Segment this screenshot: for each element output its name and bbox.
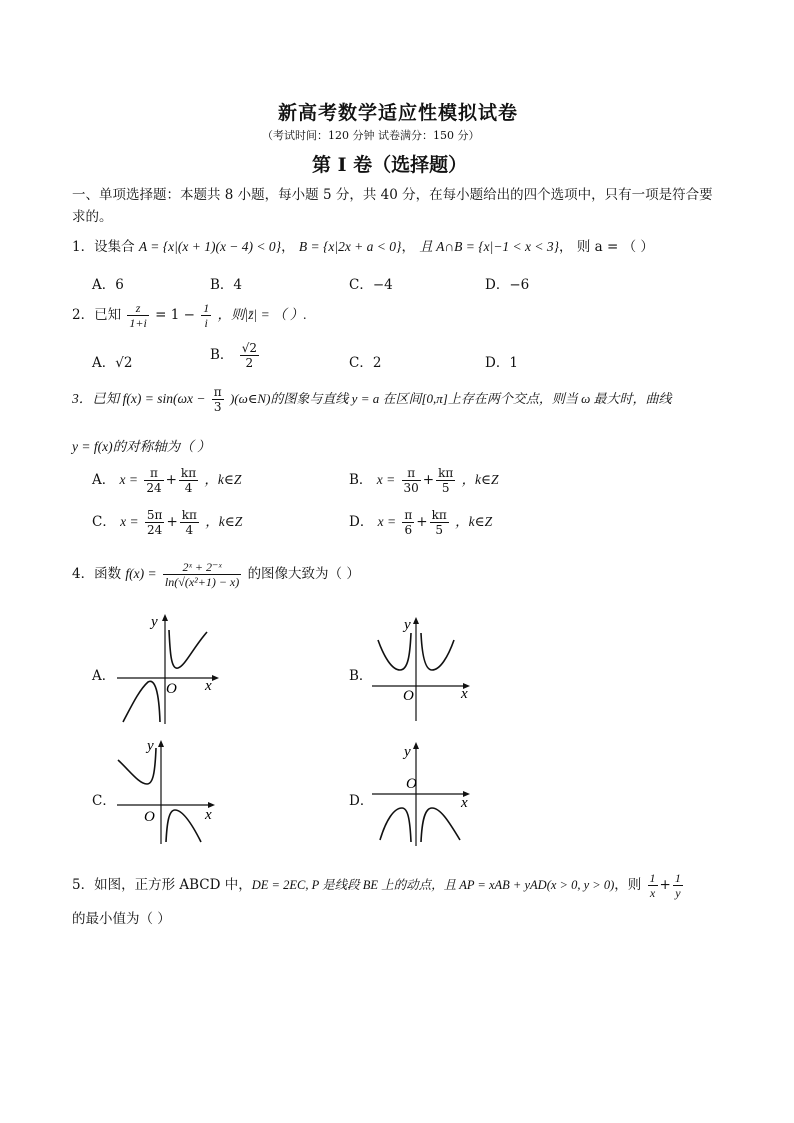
q1-option-d: D．−6	[485, 277, 530, 293]
q4-num: 2ˣ + 2⁻ˣ	[163, 560, 241, 575]
graph-b-curve-right	[421, 633, 454, 670]
q2-frac1-num: z	[127, 301, 148, 316]
question-3-line-2: y = f(x)的对称轴为（ ）	[72, 439, 211, 454]
q2-fraction-1	[127, 301, 148, 330]
q4-graph-c	[115, 738, 225, 848]
q5-d2: y	[675, 886, 681, 900]
q3-b-plus: +	[422, 472, 435, 488]
question-3-line-1	[72, 385, 672, 414]
graph-c-curve-right	[166, 810, 201, 842]
q5-frac-2	[673, 871, 683, 900]
q2-option-d: D．1	[485, 355, 518, 371]
q3-b-n2: kπ	[438, 466, 454, 480]
q3-c-tail: ，k∈Z	[205, 514, 243, 529]
question-4	[72, 560, 360, 589]
q2-pre: 2．已知	[72, 307, 122, 323]
q2-fraction-2	[201, 301, 211, 330]
instructions-line-1: 一、单项选择题：本题共 8 小题，每小题 5 分，共 40 分，在每小题给出的四个选项中，只有一项是符合要	[72, 187, 713, 203]
q3-c-plus: +	[166, 514, 178, 530]
graph-b-curve-left	[378, 633, 411, 670]
q3-a-n2: kπ	[180, 466, 197, 480]
q3-option-a-label: A．	[92, 472, 116, 488]
q3-option-d-frac2	[430, 508, 449, 537]
section-title: 第 I 卷（选择题）	[312, 154, 468, 176]
q3-option-a-eq: x =	[119, 472, 139, 487]
q3-option-c-frac2	[180, 508, 199, 537]
q2-ask: ，则|z̄| = （ ）.	[217, 307, 307, 322]
q3-b-d1: 30	[403, 481, 419, 495]
graph-c-y-label: y	[147, 738, 154, 754]
q4-pre: 4．函数	[72, 566, 122, 582]
q3-d-d2: 5	[435, 523, 444, 537]
graph-b-y-arrow	[413, 617, 419, 624]
q3-line1-post: )(ω∈N)的图象与直线 y = a 在区间[0,π]上存在两个交点，则当 ω 最大时，曲线	[229, 391, 672, 406]
q2-option-b-den: 2	[245, 356, 254, 370]
graph-a-origin: O	[166, 681, 177, 697]
graph-d-curve-left	[380, 808, 411, 842]
q3-a-tail: ，k∈Z	[204, 472, 242, 487]
q4-fx: f(x) =	[125, 566, 157, 581]
q1-number: 1．设集合	[72, 239, 135, 255]
question-5-line-1: 5．如图，正方形 ABCD 中，DE = 2EC, P 是线段 BE 上的动点，且 AP = xAB + yAD(x > 0, y > 0)，则 $\frac{1}{x}$ + $\frac{1}{y}$	[72, 871, 681, 900]
q3-option-a-frac2	[179, 466, 198, 495]
q1-set-b: B = {x|2x + a < 0}	[298, 239, 402, 254]
q5-n2: 1	[674, 871, 681, 885]
q3-option-b-frac1	[402, 466, 421, 495]
q3-b-d2: 5	[441, 481, 450, 495]
q3-a-d2: 4	[184, 481, 193, 495]
q5-line1-pre: 5．如图，正方形 ABCD 中，	[72, 877, 252, 893]
q3-pi-fraction	[212, 385, 224, 414]
graph-c-x-label: x	[205, 807, 212, 823]
q3-pi-den: 3	[213, 400, 222, 414]
graph-b-origin: O	[403, 688, 414, 704]
graph-d-x-label: x	[461, 795, 468, 811]
graph-a-y-label: y	[151, 614, 158, 630]
q3-option-d-eq: x =	[377, 514, 397, 529]
q4-graph-d-label: D．	[349, 793, 374, 809]
q4-den: ln(√(x²+1) − x)	[164, 575, 240, 589]
q3-option-c-label: C．	[92, 514, 116, 530]
q5-n1: 1	[649, 871, 656, 885]
graph-d-origin: O	[406, 776, 417, 792]
q2-option-b-num: √2	[241, 341, 257, 355]
q3-option-a-frac1	[144, 466, 163, 495]
q2-frac1-den: 1+i	[129, 316, 147, 330]
q4-graph-b	[370, 615, 480, 725]
q2-frac2-num: 1	[203, 301, 210, 315]
q3-option-b	[349, 466, 499, 495]
graph-d-y-label: y	[404, 744, 411, 760]
q2-option-b	[210, 341, 261, 370]
q4-graph-c-label: C．	[92, 793, 116, 809]
q1-option-a: A．6	[92, 277, 124, 293]
question-5-line-2: 的最小值为（ ）	[72, 911, 171, 927]
q3-a-n1: π	[144, 466, 163, 481]
q2-option-a: A．√2	[92, 355, 133, 371]
graph-a-curve-right	[169, 630, 207, 668]
graph-a-x-label: x	[205, 678, 212, 694]
q1-condition: 且 A∩B = {x|−1 < x < 3}	[419, 239, 560, 254]
graph-a-curve-left	[123, 681, 160, 722]
instructions-line-2: 求的。	[72, 209, 113, 225]
q3-c-d2: 4	[185, 523, 194, 537]
graph-a-y-arrow	[162, 614, 168, 621]
graph-d-y-arrow	[413, 742, 419, 749]
q3-a-plus: +	[165, 472, 177, 488]
q4-graph-a	[115, 612, 225, 727]
q3-option-b-frac2	[436, 466, 455, 495]
q2-mid: = 1 −	[155, 307, 195, 323]
exam-subtitle: （考试时间：120 分钟 试卷满分：150 分）	[262, 129, 480, 142]
q5-d1: x	[649, 886, 656, 900]
q3-option-d-label: D．	[349, 514, 374, 530]
q4-graph-d	[370, 740, 480, 850]
q3-option-d-frac1	[402, 508, 414, 537]
q3-option-b-label: B．	[349, 472, 373, 488]
q2-option-c: C．2	[349, 355, 382, 371]
q4-post: 的图像大致为（ ）	[247, 566, 360, 582]
q4-fraction	[163, 560, 241, 589]
q3-c-n2: kπ	[181, 508, 197, 522]
q3-d-plus: +	[416, 514, 428, 530]
q5-vector-condition: DE = 2EC, P 是线段 BE 上的动点，且 AP = xAB + yAD(x > 0, y > 0)	[251, 878, 615, 892]
q5-frac-1	[648, 871, 658, 900]
q3-pi-num: π	[213, 385, 222, 399]
q1-ask: 则 a = （ ）	[576, 239, 654, 255]
q3-d-n1: π	[404, 508, 413, 522]
q3-option-c-eq: x =	[120, 514, 139, 529]
q3-line1-pre: 3．已知 f(x) = sin(ωx −	[72, 391, 206, 406]
question-2	[72, 301, 307, 330]
q5-ask-pre: ，则	[614, 877, 642, 893]
q3-c-d1: 24	[147, 523, 163, 537]
q3-option-a	[92, 466, 241, 495]
q3-c-n1: 5π	[146, 508, 163, 522]
graph-c-origin: O	[144, 809, 155, 825]
q1-set-a: A = {x|(x + 1)(x − 4) < 0}	[138, 239, 282, 254]
graph-b-y-label: y	[404, 617, 411, 633]
q4-graph-b-label: B．	[349, 668, 373, 684]
q3-d-d1: 6	[404, 523, 413, 537]
q1-option-b: B．4	[210, 277, 243, 293]
graph-b-x-label: x	[461, 686, 468, 702]
graph-c-y-arrow	[158, 740, 164, 747]
q3-d-n2: kπ	[431, 508, 447, 522]
graph-d-curve-right	[421, 808, 460, 842]
q1-option-c: C．−4	[349, 277, 393, 293]
q3-option-c-frac1	[145, 508, 165, 537]
exam-title: 新高考数学适应性模拟试卷	[278, 102, 519, 124]
q3-option-b-eq: x =	[376, 472, 396, 487]
q3-d-tail: ，k∈Z	[455, 514, 493, 529]
q3-b-tail: ，k∈Z	[461, 472, 499, 487]
graph-a-x-arrow	[212, 675, 219, 681]
q3-option-c	[92, 508, 242, 537]
q3-a-d1: 24	[146, 481, 162, 495]
q3-option-d	[349, 508, 492, 537]
q2-option-b-label: B．	[210, 347, 234, 363]
q2-option-b-fraction	[240, 341, 259, 370]
q3-b-n1: π	[402, 466, 421, 481]
question-1: 1．设集合 A = {x|(x + 1)(x − 4) < 0}， B = {x|2x + a < 0}， 且 A∩B = {x|−1 < x < 3}， 则 a = （ ）	[72, 239, 654, 255]
q4-graph-a-label: A．	[92, 668, 116, 684]
q2-frac2-den: i	[204, 316, 208, 330]
